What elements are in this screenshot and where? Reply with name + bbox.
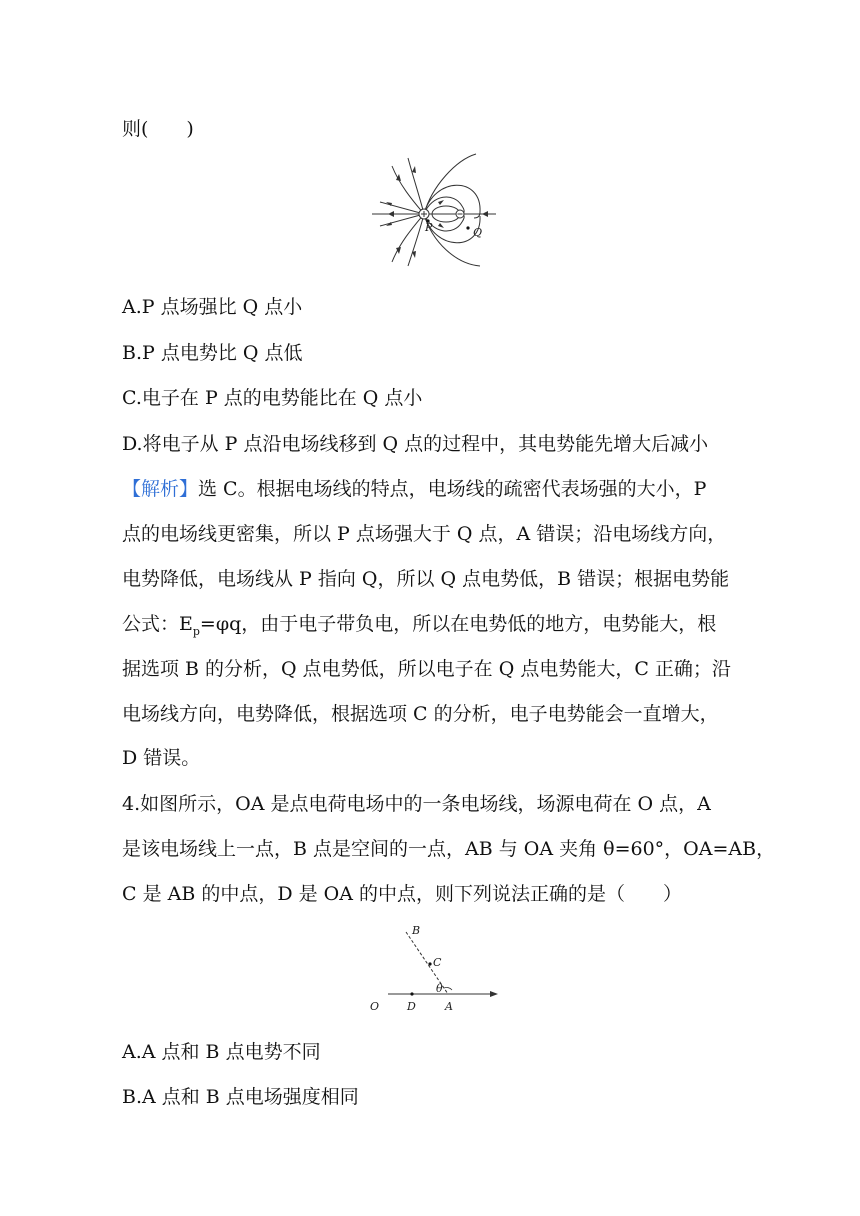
label-d: D (407, 1000, 416, 1013)
analysis-text-1: 选 C。根据电场线的特点，电场线的疏密代表场强的大小，P (198, 478, 707, 500)
label-p: P (425, 221, 433, 234)
field-lines-figure (370, 152, 500, 268)
q3-option-c: C.电子在 P 点的电势能比在 Q 点小 (122, 387, 423, 409)
energy-subscript: p (192, 624, 200, 638)
analysis-text-4a: 公式：E (122, 613, 193, 635)
analysis-tag: 【解析】 (122, 478, 199, 500)
question-4-line-3: C 是 AB 的中点，D 是 OA 的中点，则下列说法正确的是（ ） (122, 883, 682, 905)
q4-option-b: B.A 点和 B 点电场强度相同 (122, 1086, 359, 1108)
analysis-line-6: 电场线方向，电势降低，根据选项 C 的分析，电子电势能会一直增大， (122, 703, 719, 725)
analysis-line-3: 电势降低，电场线从 P 指向 Q，所以 Q 点电势低，B 错误；根据电势能 (122, 568, 730, 590)
oa-line-figure (364, 922, 500, 1016)
analysis-text-4b: =φq，由于电子带负电，所以在电势低的地方，电势能大，根 (199, 613, 717, 635)
label-theta: θ (436, 982, 443, 995)
analysis-line-4 (122, 612, 716, 644)
label-o: O (370, 1000, 380, 1013)
analysis-line-7: D 错误。 (122, 747, 201, 769)
analysis-line-1 (122, 477, 706, 501)
label-q: Q (473, 226, 483, 239)
question-4-line-1: 4.如图所示，OA 是点电荷电场中的一条电场线，场源电荷在 O 点，A (122, 793, 711, 815)
q3-option-b: B.P 点电势比 Q 点低 (122, 342, 303, 364)
q3-option-d: D.将电子从 P 点沿电场线移到 Q 点的过程中，其电势能先增大后减小 (122, 433, 709, 455)
label-c: C (433, 956, 442, 969)
label-b: B (412, 924, 421, 937)
analysis-line-2: 点的电场线更密集，所以 P 点场强大于 Q 点，A 错误；沿电场线方向， (122, 523, 727, 545)
analysis-line-5: 据选项 B 的分析，Q 点电势低，所以电子在 Q 点电势能大，C 正确；沿 (122, 658, 731, 680)
q4-option-a: A.A 点和 B 点电势不同 (122, 1041, 321, 1063)
question-3-tail: 则( ) (122, 118, 194, 140)
q3-option-a: A.P 点场强比 Q 点小 (122, 296, 303, 318)
label-a: A (445, 1000, 453, 1013)
question-4-line-2: 是该电场线上一点，B 点是空间的一点，AB 与 OA 夹角 θ=60°，OA=AB， (122, 838, 776, 860)
